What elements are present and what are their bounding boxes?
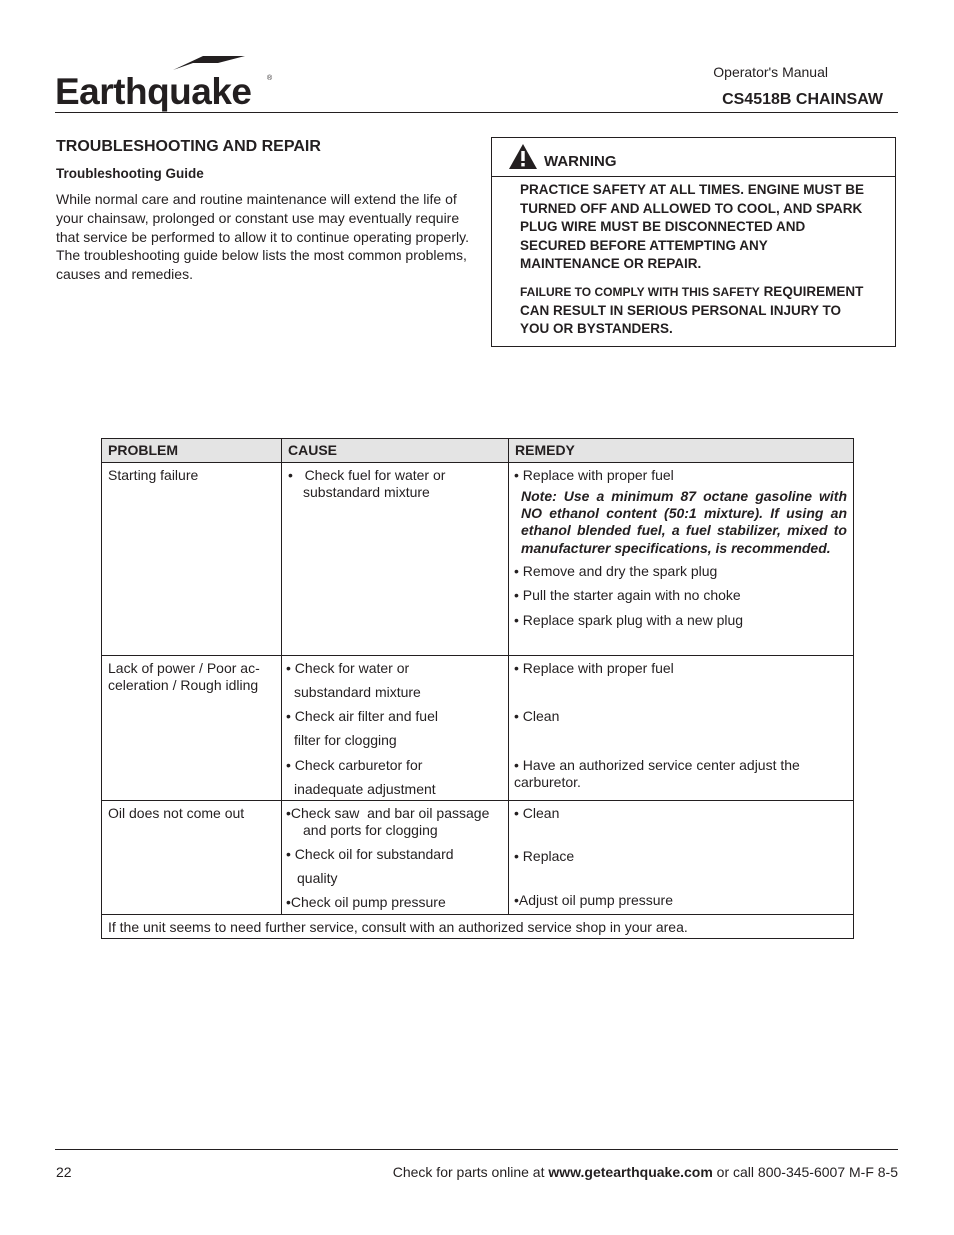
cause-line: and ports for clogging <box>303 822 438 838</box>
warning-title: WARNING <box>544 153 617 170</box>
remedy-line: •Adjust oil pump pressure <box>514 892 673 908</box>
column-divider <box>281 439 282 915</box>
problem-lack-of-power: celeration / Rough idling <box>108 677 259 693</box>
header-remedy: REMEDY <box>515 442 575 458</box>
footer-url-link[interactable]: www.getearthquake.com <box>548 1164 713 1180</box>
cause-line: substandard mixture <box>294 684 421 700</box>
problem-oil-not-out: Oil does not come out <box>108 805 245 821</box>
remedy-line: • Have an authorized service center adjust the <box>514 757 800 773</box>
row-divider <box>102 914 853 915</box>
problem-lack-of-power: Lack of power / Poor ac- <box>108 660 260 676</box>
remedy-line: • Replace with proper fuel <box>514 467 674 483</box>
cause-line: • Check fuel for water or <box>288 467 446 483</box>
remedy-line: • Clean <box>514 805 560 821</box>
column-divider <box>508 439 509 915</box>
cause-line: •Check saw and bar oil passage <box>286 805 490 821</box>
manual-label: Operator's Manual <box>713 64 828 80</box>
logo-wordmark: Earthquake <box>55 71 252 112</box>
section-title: TROUBLESHOOTING AND REPAIR <box>56 138 321 155</box>
section-subtitle: Troubleshooting Guide <box>56 166 204 181</box>
troubleshooting-table <box>101 438 854 939</box>
remedy-line: • Replace <box>514 848 575 864</box>
remedy-line: • Remove and dry the spark plug <box>514 563 718 579</box>
fuel-note: Note: Use a minimum 87 octane gasoline with NO ethanol content (50:1 mixture). If using an ethanol blended fuel, a fuel stabilizer, mixed to manufacturer specifications, is recommended. <box>521 488 847 556</box>
remedy-line: • Pull the starter again with no choke <box>514 587 741 603</box>
footer-text-after: or call 800-345-6007 M-F 8-5 <box>712 1164 898 1180</box>
remedy-line: • Replace with proper fuel <box>514 660 674 676</box>
header-divider <box>55 112 898 113</box>
remedy-line: • Clean <box>514 708 560 724</box>
warning-header <box>492 138 895 177</box>
header-problem: PROBLEM <box>108 442 178 458</box>
page-number: 22 <box>56 1164 72 1180</box>
remedy-line: carburetor. <box>514 774 581 790</box>
cause-line: • Check oil for substandard <box>286 846 454 862</box>
footer-contact <box>393 1164 898 1180</box>
warning-triangle-icon <box>508 143 538 170</box>
intro-paragraph: While normal care and routine maintenance will extend the life of your chainsaw, prolonged or constant use may eventually require that service be performed to allow it to continue operating properly. The troubleshooting guide below lists the most common problems, causes and remedies. <box>56 191 469 283</box>
warning-paragraph-2 <box>520 283 870 339</box>
problem-starting-failure: Starting failure <box>108 467 199 483</box>
model-label: CS4518B CHAINSAW <box>722 91 883 108</box>
cause-line: filter for clogging <box>294 732 397 748</box>
header-cause: CAUSE <box>288 442 338 458</box>
warning-paragraph-2-rest: REQUIREMENT CAN RESULT IN SERIOUS PERSONAL INJURY TO YOU OR BYSTANDERS. <box>520 284 864 337</box>
cause-line: •Check oil pump pressure <box>286 894 446 910</box>
cause-line: inadequate adjustment <box>294 781 436 797</box>
cause-line: quality <box>297 870 338 886</box>
cause-line: • Check air filter and fuel <box>286 708 438 724</box>
warning-box <box>491 137 896 347</box>
warning-paragraph-1: PRACTICE SAFETY AT ALL TIMES. ENGINE MUST BE TURNED OFF AND ALLOWED TO COOL, AND SPARK PLUG WIRE MUST BE DISCONNECTED AND SECURED BEFORE ATTEMPTING ANY MAINTENANCE OR REPAIR. <box>520 182 865 272</box>
row-divider <box>102 800 853 801</box>
footer-divider <box>55 1149 898 1150</box>
warning-paragraph-2-lead: FAILURE TO COMPLY WITH THIS SAFETY <box>520 285 760 299</box>
table-footnote: If the unit seems to need further service, consult with an authorized service shop in your area. <box>108 919 688 935</box>
table-header-row <box>102 439 853 463</box>
cause-line: • Check carburetor for <box>286 757 423 773</box>
svg-text:®: ® <box>267 75 273 82</box>
row-divider <box>102 655 853 656</box>
cause-line: substandard mixture <box>303 484 430 500</box>
cause-line: • Check for water or <box>286 660 410 676</box>
remedy-line: • Replace spark plug with a new plug <box>514 612 744 628</box>
earthquake-logo <box>55 52 277 114</box>
footer-text-before: Check for parts online at <box>392 1164 549 1180</box>
